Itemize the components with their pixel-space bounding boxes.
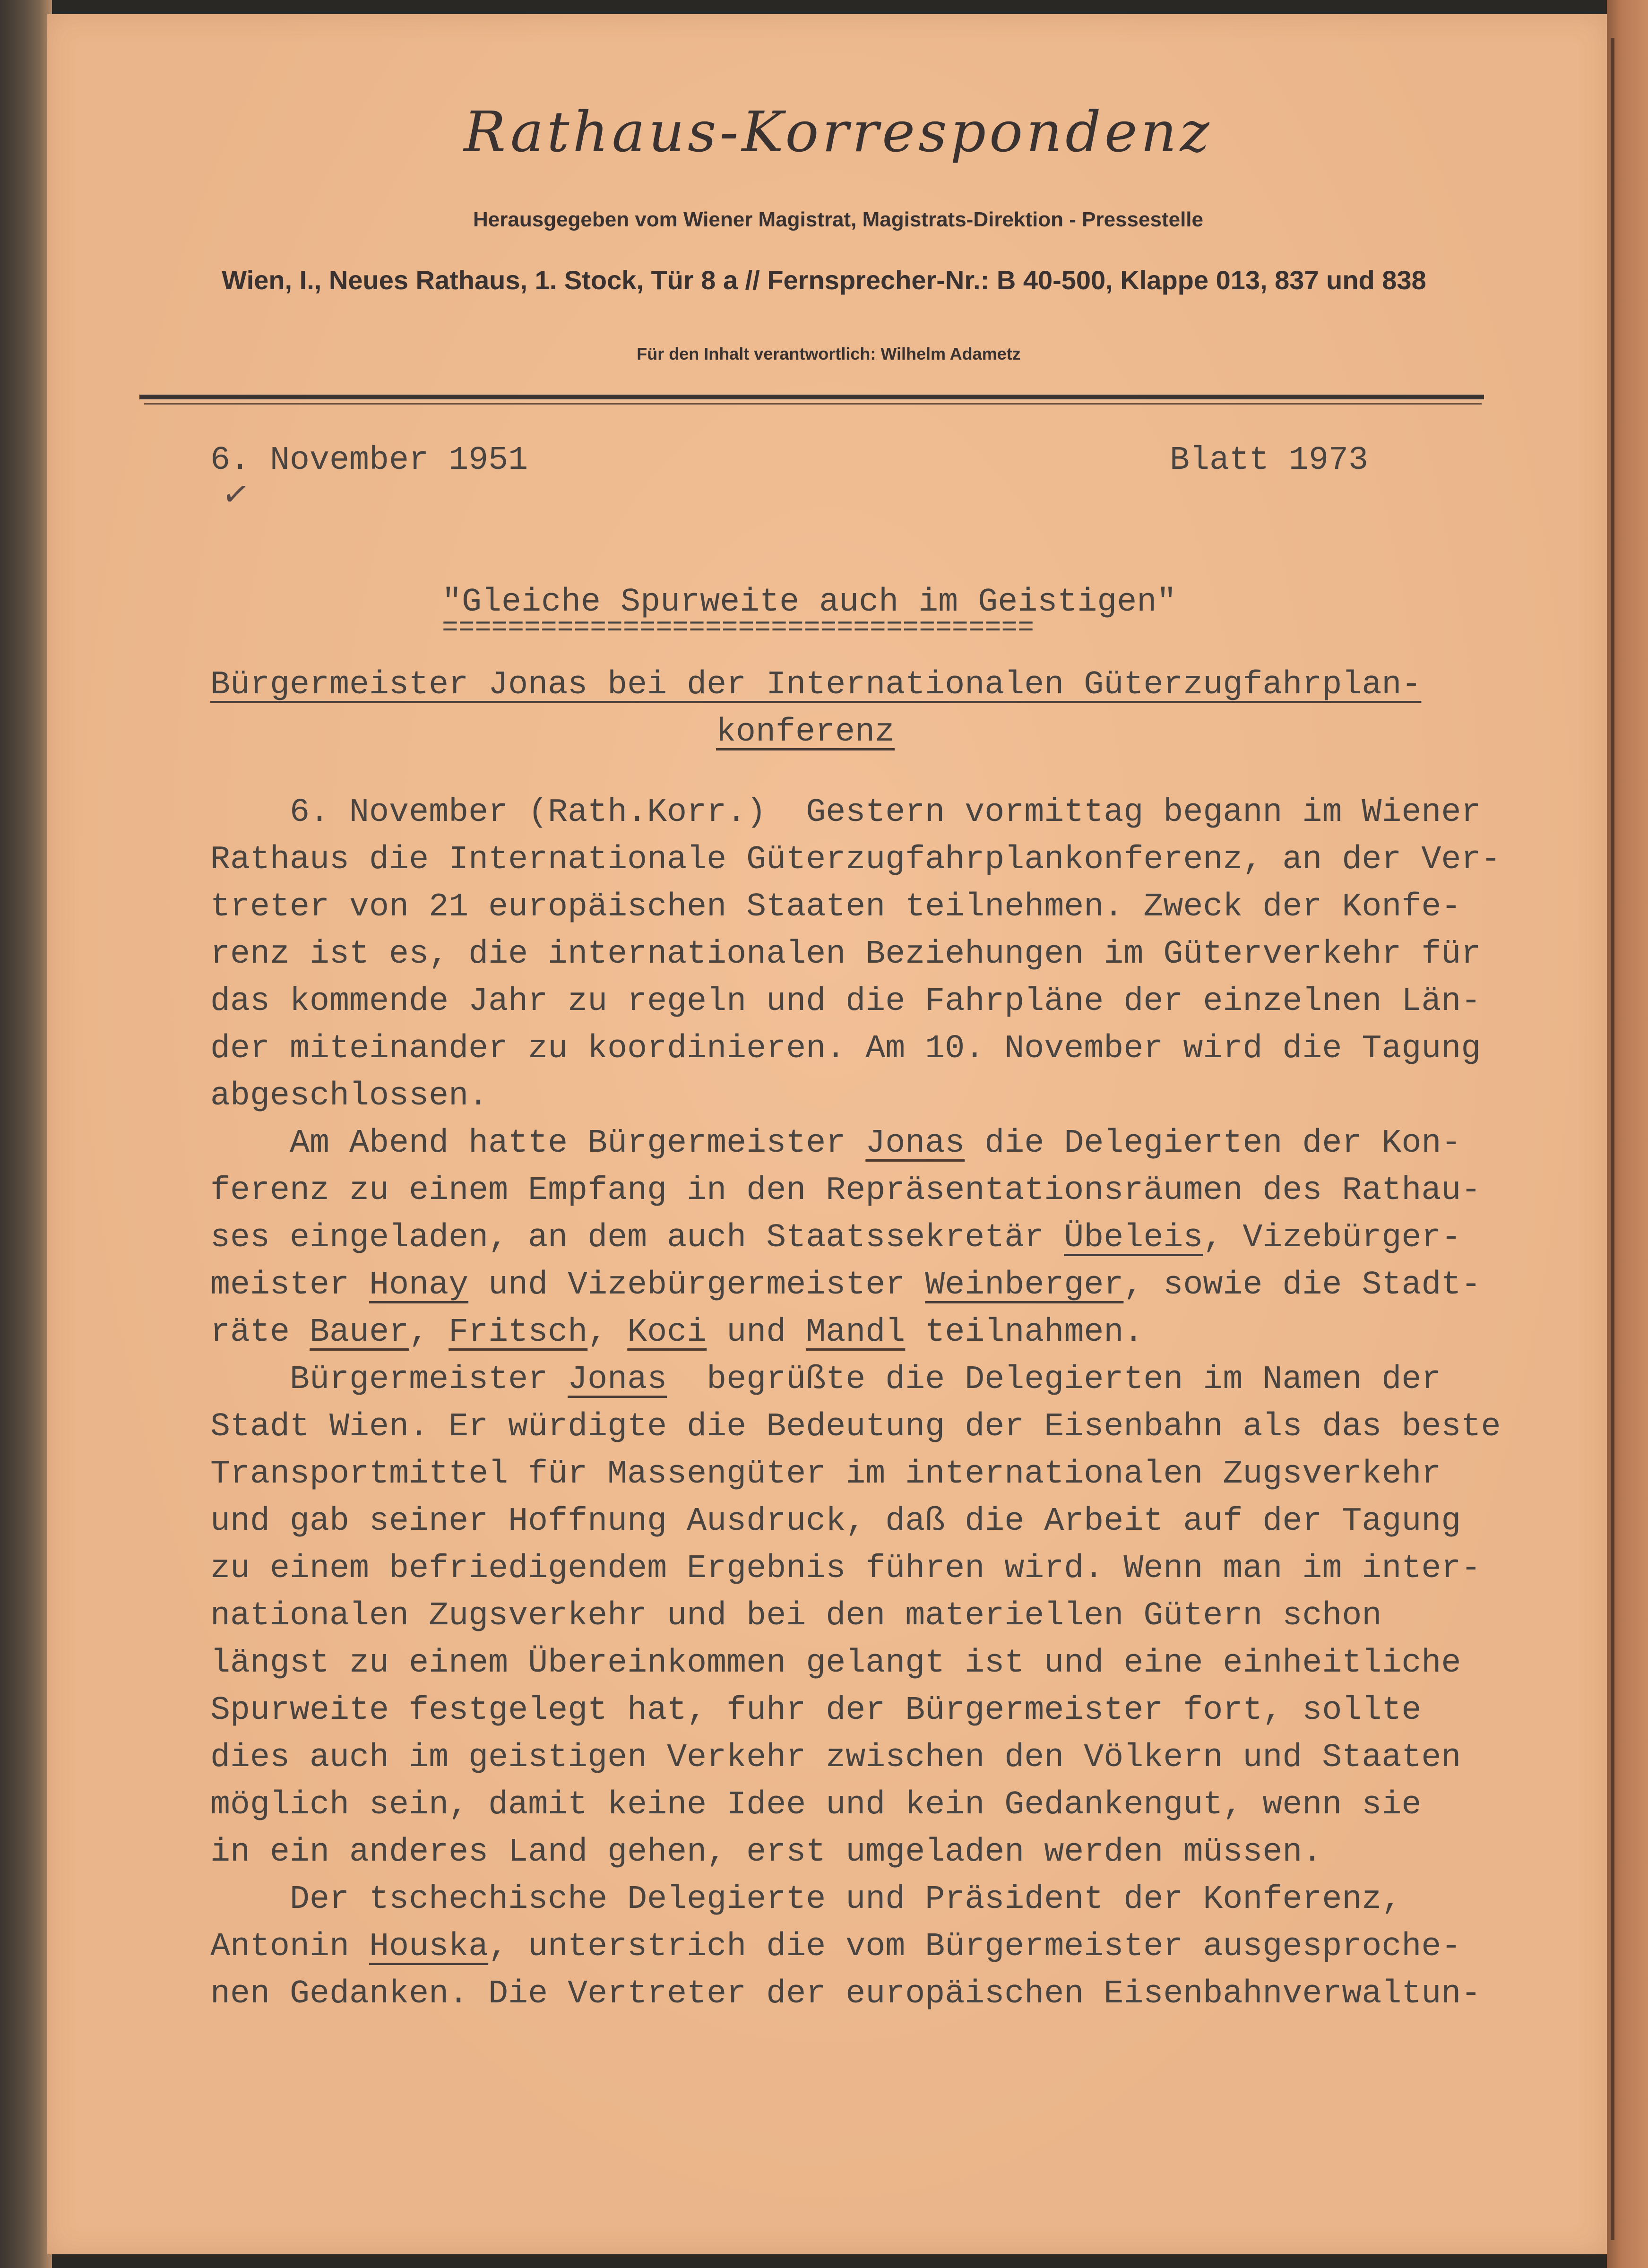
body-line: das kommende Jahr zu regeln und die Fahrpläne der einzelnen Län- xyxy=(210,983,1481,1020)
body-line: dies auch im geistigen Verkehr zwischen den Völkern und Staaten xyxy=(210,1739,1461,1776)
body-line: nen Gedanken. Die Vertreter der europäischen Eisenbahnverwaltun- xyxy=(210,1975,1481,2013)
underlined-name: Jonas xyxy=(865,1125,965,1162)
letterhead-address: Wien, I., Neues Rathaus, 1. Stock, Tür 8 a // Fernsprecher-Nr.: B 40-500, Klappe 013, 837 und 838 xyxy=(222,265,1426,295)
body-line: räte Bauer, Fritsch, Koci und Mandl teilnahmen. xyxy=(210,1314,1144,1351)
body-line: nationalen Zugsverkehr und bei den materiellen Gütern schon xyxy=(210,1597,1382,1635)
body-line: Bürgermeister Jonas begrüßte die Delegierten im Namen der xyxy=(210,1361,1441,1398)
body-line: zu einem befriedigendem Ergebnis führen wird. Wenn man im inter- xyxy=(210,1550,1481,1587)
headline-title: "Gleiche Spurweite auch im Geistigen" xyxy=(442,584,1177,621)
issue-date: 6. November 1951 xyxy=(210,442,528,479)
body-line: möglich sein, damit keine Idee und kein Gedankengut, wenn sie xyxy=(210,1786,1422,1824)
letterhead-subtitle: Herausgegeben vom Wiener Magistrat, Magistrats-Direktion - Pressestelle xyxy=(473,208,1203,231)
underlined-name: Bauer xyxy=(310,1314,409,1351)
page-edge-shadow xyxy=(1611,38,1614,2240)
underlined-name: Jonas xyxy=(568,1361,667,1398)
body-line: 6. November (Rath.Korr.) Gestern vormittag begann im Wiener xyxy=(210,794,1481,831)
letterhead-rule-thin xyxy=(144,403,1482,405)
body-line: Der tschechische Delegierte und Präsident der Konferenz, xyxy=(210,1881,1402,1918)
body-line: Stadt Wien. Er würdigte die Bedeutung der Eisenbahn als das beste xyxy=(210,1408,1501,1446)
underlined-name: Houska xyxy=(369,1928,489,1966)
underlined-name: Honay xyxy=(369,1267,469,1304)
article-body xyxy=(210,789,1501,2018)
headline-double-rule: ==================================== xyxy=(442,613,1035,644)
body-line: ferenz zu einem Empfang in den Repräsentationsräumen des Rathau- xyxy=(210,1172,1481,1209)
body-line: ses eingeladen, an dem auch Staatssekretär Übeleis, Vizebürger- xyxy=(210,1219,1461,1257)
underlined-name: Übeleis xyxy=(1064,1219,1203,1257)
body-line: Antonin Houska, unterstrich die vom Bürgermeister ausgesproche- xyxy=(210,1928,1461,1966)
body-line: und gab seiner Hoffnung Ausdruck, daß die Arbeit auf der Tagung xyxy=(210,1503,1461,1540)
body-line: renz ist es, die internationalen Beziehungen im Güterverkehr für xyxy=(210,936,1481,973)
headline-subtitle-line-2: konferenz xyxy=(716,714,895,751)
body-line: treter von 21 europäischen Staaten teilnehmen. Zweck der Konfe- xyxy=(210,888,1461,926)
underlined-name: Fritsch xyxy=(449,1314,588,1351)
underlined-name: Mandl xyxy=(806,1314,906,1351)
letterhead-title: Rathaus-Korrespondenz xyxy=(464,99,1213,164)
body-line: Am Abend hatte Bürgermeister Jonas die Delegierten der Kon- xyxy=(210,1125,1461,1162)
sheet-number: Blatt 1973 xyxy=(1170,442,1369,479)
underlined-name: Koci xyxy=(627,1314,707,1351)
book-binding xyxy=(0,0,52,2268)
underlined-name: Weinberger xyxy=(925,1267,1124,1304)
body-line: Transportmittel für Massengüter im internationalen Zugsverkehr xyxy=(210,1456,1441,1493)
body-line: Rathaus die Internationale Güterzugfahrplankonferenz, an der Ver- xyxy=(210,841,1501,879)
body-line: in ein anderes Land gehen, erst umgeladen werden müssen. xyxy=(210,1834,1322,1871)
body-line: abgeschlossen. xyxy=(210,1078,489,1115)
body-line: der miteinander zu koordinieren. Am 10. November wird die Tagung xyxy=(210,1030,1481,1068)
headline-subtitle-line-1: Bürgermeister Jonas bei der Internationalen Güterzugfahrplan- xyxy=(210,666,1422,704)
body-line: meister Honay und Vizebürgermeister Weinberger, sowie die Stadt- xyxy=(210,1267,1481,1304)
body-line: längst zu einem Übereinkommen gelangt ist und eine einheitliche xyxy=(210,1645,1461,1682)
check-mark-icon: ✓ xyxy=(219,473,253,516)
letterhead-rule xyxy=(139,395,1484,399)
body-line: Spurweite festgelegt hat, fuhr der Bürgermeister fort, sollte xyxy=(210,1692,1422,1729)
letterhead-responsible: Für den Inhalt verantwortlich: Wilhelm Adametz xyxy=(637,344,1021,363)
